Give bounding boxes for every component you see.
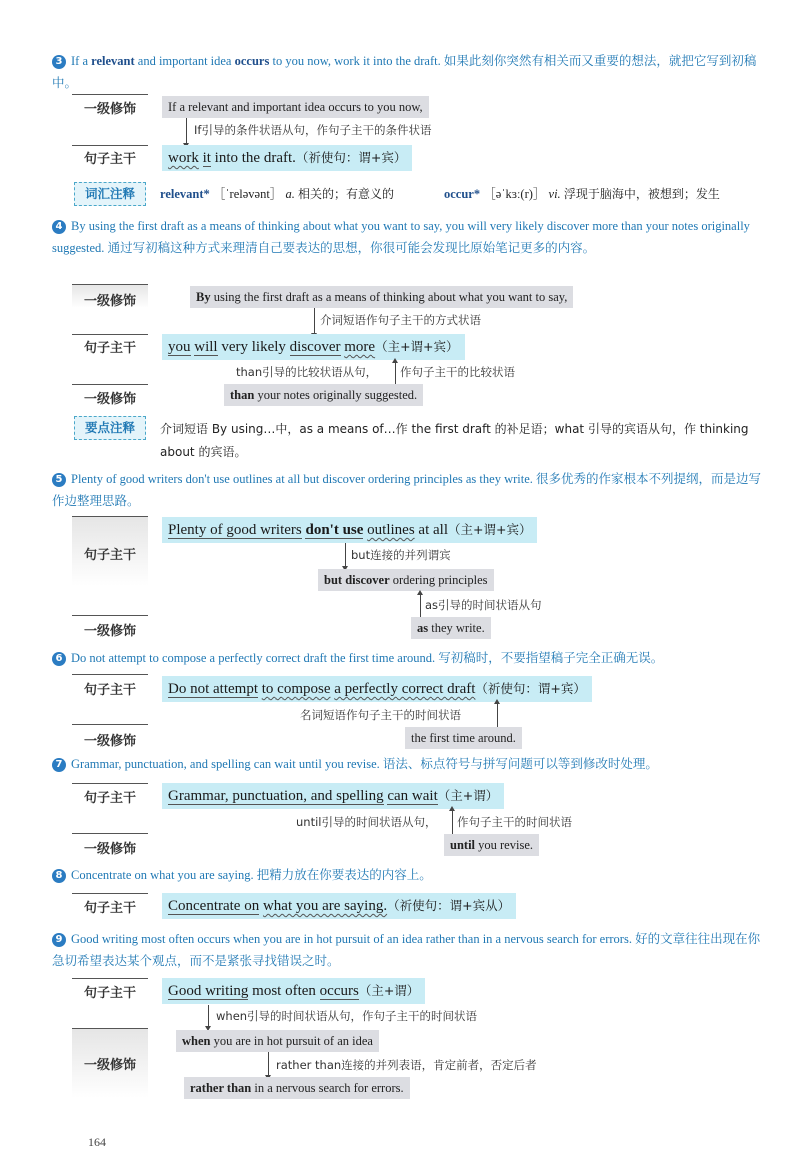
label-sentence-trunk: 句子主干 bbox=[83, 986, 136, 1001]
label-first-level-modifier: 一级修饰 bbox=[83, 624, 136, 639]
modifier-box: the first time around. bbox=[405, 727, 522, 749]
modifier-box: when you are in hot pursuit of an idea bbox=[176, 1030, 379, 1052]
sentence-trunk-box: Good writing most often occurs（主+谓） bbox=[162, 978, 425, 1004]
modifier-box: rather than in a nervous search for errors. bbox=[184, 1077, 410, 1099]
sentence-9: 9 Good writing most often occurs when you are in hot pursuit of an idea rather than in a nervous search for errors. 好的文章往往出现在你急切希望表达某个观点，而不是紧张寻找错误之时。 bbox=[52, 931, 761, 968]
label-first-level-modifier: 一级修饰 bbox=[83, 1058, 136, 1073]
label-divider bbox=[72, 978, 148, 979]
label-first-level-modifier: 一级修饰 bbox=[83, 842, 136, 857]
modifier-box: If a relevant and important idea occurs to you now, bbox=[162, 96, 429, 118]
vocab-gloss-occur: occur* ［əˈkɜː(r)］ vi. 浮现于脑海中，被想到；发生 bbox=[444, 187, 720, 201]
sentence-trunk-box: Grammar, punctuation, and spelling can wait（主+谓） bbox=[162, 783, 504, 809]
page-number: 164 bbox=[88, 1135, 106, 1149]
key-point-note: 介词短语 By using…中，as a means of…作 the first draft 的补足语；what 引导的宾语从句，作 thinking about 的宾语。 bbox=[160, 422, 749, 459]
arrow-down bbox=[314, 308, 315, 334]
vocab-gloss-relevant: relevant* ［ˈreləvənt］ a. 相关的；有意义的 bbox=[160, 187, 394, 201]
modifier-box: By using the first draft as a means of thinking about what you want to say, bbox=[190, 286, 573, 308]
grammar-note: If引导的条件状语从句，作句子主干的条件状语 bbox=[194, 123, 432, 137]
arrow-up bbox=[420, 594, 421, 618]
arrow-up bbox=[497, 703, 498, 727]
sentence-trunk-box: Concentrate on what you are saying.（祈使句：谓+宾从） bbox=[162, 893, 516, 919]
grammar-note: until引导的时间状语从句， bbox=[296, 815, 437, 829]
label-divider bbox=[72, 284, 148, 285]
label-divider bbox=[72, 833, 148, 834]
label-divider bbox=[72, 1028, 148, 1029]
label-divider bbox=[72, 724, 148, 725]
sentence-trunk-box: Do not attempt to compose a perfectly correct draft（祈使句：谓+宾） bbox=[162, 676, 592, 702]
label-first-level-modifier: 一级修饰 bbox=[83, 102, 136, 117]
sentence-6: 6 Do not attempt to compose a perfectly correct draft the first time around. 写初稿时，不要指望稿子完全正确无误。 bbox=[52, 647, 772, 669]
label-sentence-trunk: 句子主干 bbox=[83, 152, 136, 167]
sentence-4: 4 By using the first draft as a means of thinking about what you want to say, you will very likely discover more than your notes originally suggested. 通过写初稿这种方式来理清自己要表达的思想，你很可能会发现比原始笔记更多的内容。 bbox=[52, 219, 750, 255]
sentence-number-badge: 3 bbox=[52, 55, 66, 69]
modifier-box: until you revise. bbox=[444, 834, 539, 856]
label-divider bbox=[72, 783, 148, 784]
arrow-down bbox=[208, 1005, 209, 1027]
grammar-note: rather than连接的并列表语，肯定前者，否定后者 bbox=[276, 1058, 537, 1072]
grammar-note: but连接的并列谓宾 bbox=[351, 548, 451, 562]
arrow-down bbox=[345, 543, 346, 567]
label-divider bbox=[72, 94, 148, 95]
sentence-number-badge: 7 bbox=[52, 758, 66, 772]
grammar-note: as引导的时间状语从句 bbox=[425, 598, 542, 612]
sentence-7: 7 Grammar, punctuation, and spelling can wait until you revise. 语法、标点符号与拼写问题可以等到修改时处理。 bbox=[52, 753, 772, 775]
grammar-note: 作句子主干的时间状语 bbox=[457, 815, 572, 829]
arrow-down bbox=[186, 118, 187, 144]
label-sentence-trunk: 句子主干 bbox=[83, 683, 136, 698]
label-first-level-modifier: 一级修饰 bbox=[83, 294, 136, 309]
sentence-trunk-box: you will very likely discover more（主+谓+宾） bbox=[162, 334, 465, 360]
arrow-up bbox=[395, 362, 396, 384]
label-sentence-trunk: 句子主干 bbox=[83, 548, 136, 563]
grammar-note: 名词短语作句子主干的时间状语 bbox=[300, 708, 461, 722]
sentence-trunk-box: Plenty of good writers don't use outlines at all（主+谓+宾） bbox=[162, 517, 537, 543]
arrow-up bbox=[452, 810, 453, 834]
grammar-note: 作句子主干的比较状语 bbox=[400, 365, 515, 379]
sentence-number-badge: 9 bbox=[52, 933, 66, 947]
label-divider bbox=[72, 334, 148, 335]
label-divider bbox=[72, 145, 148, 146]
sentence-number-badge: 6 bbox=[52, 652, 66, 666]
label-divider bbox=[72, 384, 148, 385]
label-divider bbox=[72, 615, 148, 616]
label-divider bbox=[72, 893, 148, 894]
grammar-note: when引导的时间状语从句，作句子主干的时间状语 bbox=[216, 1009, 478, 1023]
label-first-level-modifier: 一级修饰 bbox=[83, 734, 136, 749]
sentence-number-badge: 5 bbox=[52, 473, 66, 487]
arrow-down bbox=[268, 1052, 269, 1076]
sentence-3: 3 If a relevant and important idea occurs to you now, work it into the draft. 如果此刻你突然有相关而又重要的想法，就把它写到初稿中。 bbox=[52, 53, 757, 90]
modifier-box: as they write. bbox=[411, 617, 491, 639]
sentence-5: 5 Plenty of good writers don't use outlines at all but discover ordering principles as they write. 很多优秀的作家根本不列提纲，而是边写作边整理思路。 bbox=[52, 471, 762, 508]
sentence-number-badge: 8 bbox=[52, 869, 66, 883]
label-divider bbox=[72, 674, 148, 675]
grammar-note: than引导的比较状语从句， bbox=[236, 365, 378, 379]
label-divider bbox=[72, 516, 148, 517]
sentence-number-badge: 4 bbox=[52, 220, 66, 234]
modifier-box: than your notes originally suggested. bbox=[224, 384, 423, 406]
sentence-8: 8 Concentrate on what you are saying. 把精力放在你要表达的内容上。 bbox=[52, 864, 772, 886]
label-sentence-trunk: 句子主干 bbox=[83, 901, 136, 916]
vocab-note-tag: 词汇注释 bbox=[74, 182, 146, 206]
grammar-note: 介词短语作句子主干的方式状语 bbox=[320, 313, 481, 327]
label-sentence-trunk: 句子主干 bbox=[83, 791, 136, 806]
key-point-note-tag: 要点注释 bbox=[74, 416, 146, 440]
label-sentence-trunk: 句子主干 bbox=[83, 341, 136, 356]
modifier-box: but discover ordering principles bbox=[318, 569, 494, 591]
sentence-trunk-box: work it into the draft.（祈使句：谓+宾） bbox=[162, 145, 412, 171]
label-first-level-modifier: 一级修饰 bbox=[83, 392, 136, 407]
